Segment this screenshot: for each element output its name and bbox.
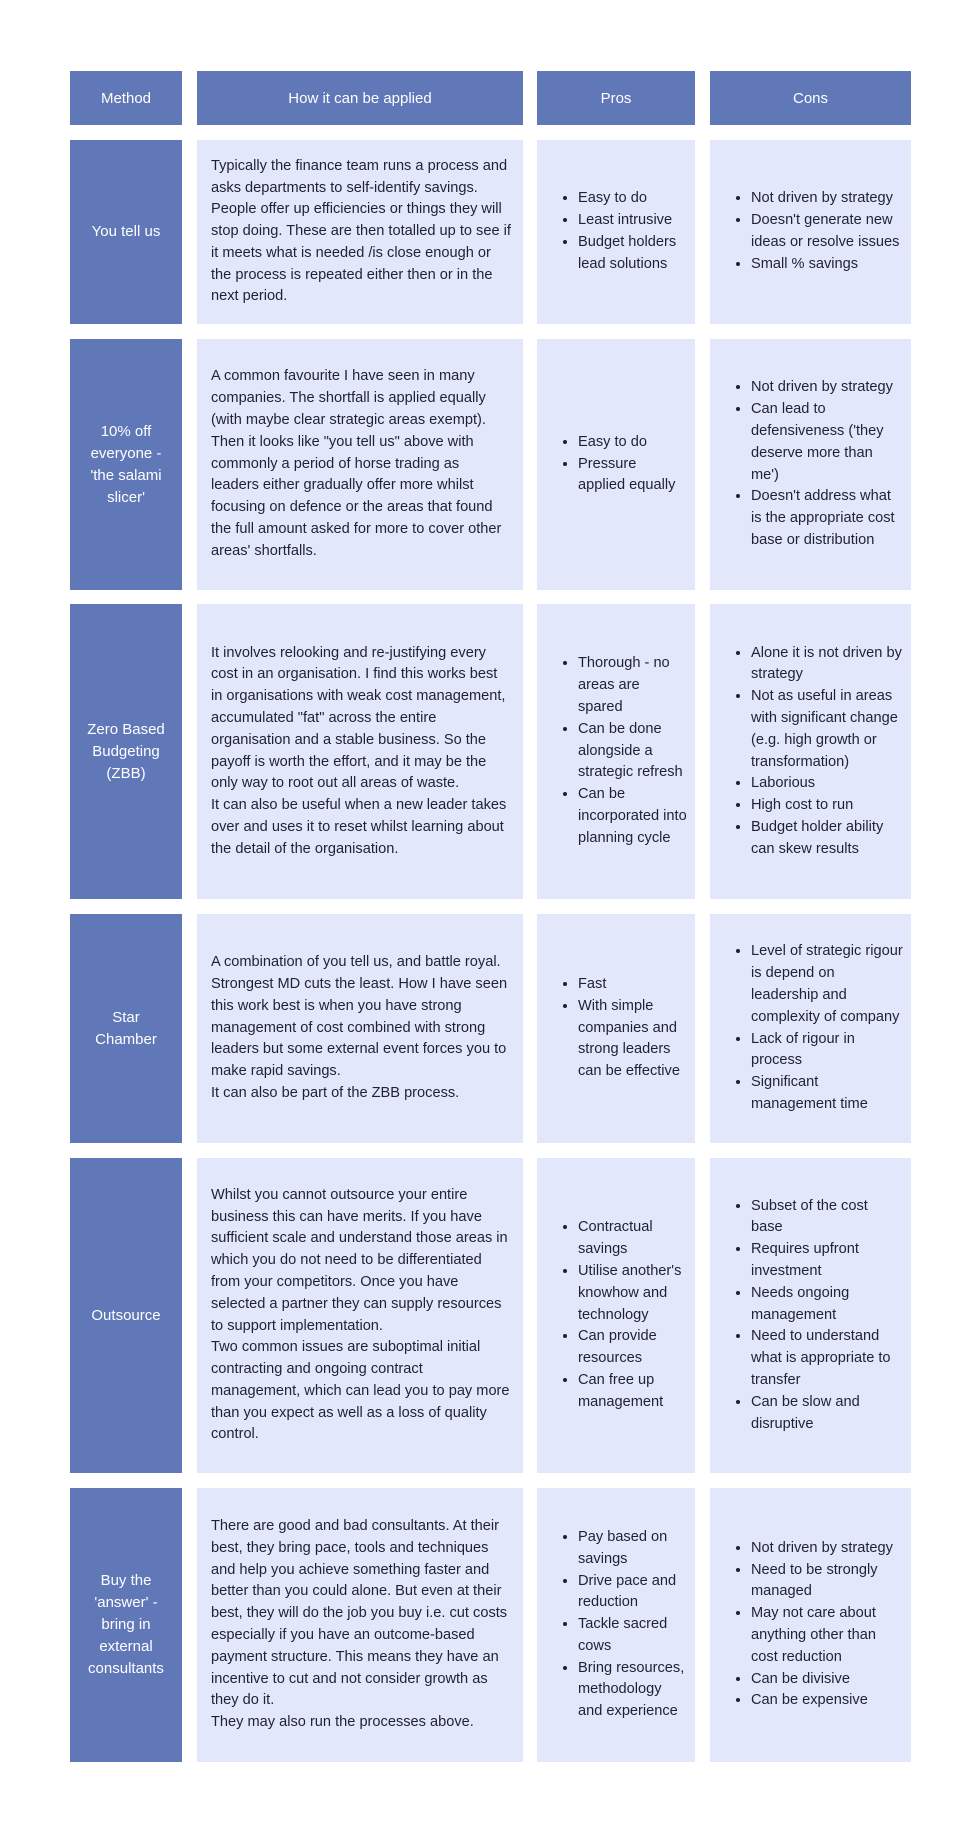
pros-item: • Can free up management — [578, 1370, 687, 1414]
cons-item: • Significant management time — [751, 1072, 903, 1116]
method-cell — [70, 140, 182, 324]
pros-item: • Can provide resources — [578, 1326, 687, 1370]
pros-item: • Thorough - no areas are spared — [578, 653, 687, 718]
header-how — [197, 71, 523, 125]
pros-list — [551, 974, 687, 1083]
cons-item: • Small % savings — [751, 254, 903, 276]
pros-item: • Tackle sacred cows — [578, 1614, 687, 1658]
method-cell — [70, 914, 182, 1143]
pros-item: • Pressure applied equally — [578, 454, 687, 498]
method-label: Buy the 'answer' - bring in external consultants — [88, 1572, 164, 1677]
header-cons-label: Cons — [792, 89, 829, 107]
pros-list — [551, 188, 687, 275]
cons-cell — [710, 604, 911, 899]
method-cell — [70, 1158, 182, 1473]
pros-item: • Fast — [578, 974, 687, 996]
header-method — [70, 71, 182, 125]
cons-cell — [710, 140, 911, 324]
header-cons — [710, 71, 911, 125]
cons-item: • Needs ongoing management — [751, 1283, 903, 1327]
method-label: 10% off everyone - 'the salami slicer' — [90, 422, 162, 506]
cons-list — [724, 1538, 903, 1712]
method-label: Star Chamber — [95, 1008, 157, 1048]
pros-item: • Easy to do — [578, 188, 687, 210]
pros-item: • Can be done alongside a strategic refresh — [578, 719, 687, 784]
pros-item: • Can be incorporated into planning cycle — [578, 784, 687, 849]
cons-item: • Lack of rigour in process — [751, 1029, 903, 1073]
pros-item: • Least intrusive — [578, 210, 687, 232]
pros-cell — [537, 914, 695, 1143]
pros-item: • Budget holders lead solutions — [578, 232, 687, 276]
pros-item: • Pay based on savings — [578, 1527, 687, 1571]
cons-item: • Requires upfront investment — [751, 1239, 903, 1283]
cons-item: • Not driven by strategy — [751, 1538, 903, 1560]
pros-cell — [537, 339, 695, 590]
cons-list — [724, 643, 903, 861]
how-cell — [197, 140, 523, 324]
how-text: There are good and bad consultants. At their best, they bring pace, tools and techniques and help you achieve something faster and better than you could alone. But even at their best, they will do the job you buy i.e. cut costs especially if you have an outcome-based payment structure. This means they have an incentive to cut and not consider growth as they do it. They may also run the processes above. — [211, 1518, 508, 1731]
cons-cell — [710, 339, 911, 590]
pros-list — [551, 1217, 687, 1413]
cons-item: • Can be slow and disruptive — [751, 1392, 903, 1436]
how-cell — [197, 914, 523, 1143]
pros-list — [551, 432, 687, 497]
pros-item: • Easy to do — [578, 432, 687, 454]
header-pros-label: Pros — [600, 89, 632, 107]
how-text: It involves relooking and re-justifying every cost in an organisation. I find this works best in organisations with weak cost management, accumulated "fat" across the entire organisation and a stable business. So the payoff is worth the effort, and it may be the only way to root out all areas of waste. It can also be useful when a new leader takes over and uses it to reset whilst learning about the detail of the organisation. — [211, 644, 507, 857]
cons-item: • Doesn't address what is the appropriate cost base or distribution — [751, 486, 903, 551]
cons-cell — [710, 1158, 911, 1473]
pros-cell — [537, 140, 695, 324]
cons-item: • Can lead to defensiveness ('they deserve more than me') — [751, 399, 903, 486]
how-text: A common favourite I have seen in many companies. The shortfall is applied equally (with maybe clear strategic areas exempt). Then it looks like "you tell us" above with commonly a period of horse trading as leaders either gradually offer more whilst focusing on defence or the areas that found the full amount asked for more to cover other areas' shortfalls. — [211, 368, 502, 559]
cons-item: • Need to be strongly managed — [751, 1560, 903, 1604]
cons-cell — [710, 1488, 911, 1762]
cons-item: • Not driven by strategy — [751, 377, 903, 399]
cons-list — [724, 188, 903, 275]
method-cell — [70, 1488, 182, 1762]
method-label: Zero Based Budgeting (ZBB) — [87, 720, 165, 782]
pros-item: • Contractual savings — [578, 1217, 687, 1261]
pros-item: • Bring resources, methodology and experience — [578, 1658, 687, 1723]
pros-item: • With simple companies and strong leaders can be effective — [578, 996, 687, 1083]
cons-item: • High cost to run — [751, 795, 903, 817]
cons-cell — [710, 914, 911, 1143]
how-text: Whilst you cannot outsource your entire business this can have merits. If you have sufficient scale and understand those areas in which you do not need to be differentiated from your competitors. Once you have selected a partner they can supply resources to support implementation. Two common issues are suboptimal initial contracting and ongoing contract management, which can lead you to pay more than you expect as well as a loss of quality control. — [211, 1186, 510, 1443]
cons-item: • Budget holder ability can skew results — [751, 817, 903, 861]
header-method-label: Method — [100, 89, 152, 107]
pros-cell — [537, 1158, 695, 1473]
how-cell — [197, 1488, 523, 1762]
cons-item: • Need to understand what is appropriate to transfer — [751, 1326, 903, 1391]
cons-item: • May not care about anything other than cost reduction — [751, 1603, 903, 1668]
pros-list — [551, 653, 687, 849]
method-label: You tell us — [91, 223, 161, 240]
how-text: A combination of you tell us, and battle royal. Strongest MD cuts the least. How I have seen this work best is when you have strong management of cost combined with strong leaders but some external event forces you to make rapid savings. It can also be part of the ZBB process. — [211, 954, 508, 1101]
cons-list — [724, 1196, 903, 1436]
cons-list — [724, 941, 903, 1115]
how-text: Typically the finance team runs a process and asks departments to self-identify savings. People offer up efficiencies or things they will stop doing. These are then totalled up to see if it meets what is needed /is close enough or the process is repeated either then or in the next period. — [211, 157, 511, 305]
how-cell — [197, 604, 523, 899]
how-cell — [197, 1158, 523, 1473]
pros-item: • Drive pace and reduction — [578, 1571, 687, 1615]
method-label: Outsource — [91, 1306, 161, 1324]
header-pros — [537, 71, 695, 125]
how-cell — [197, 339, 523, 590]
cons-item: • Not driven by strategy — [751, 188, 903, 210]
cons-list — [724, 377, 903, 551]
cons-item: • Can be expensive — [751, 1690, 903, 1712]
pros-cell — [537, 1488, 695, 1762]
cons-item: • Alone it is not driven by strategy — [751, 643, 903, 687]
method-cell — [70, 339, 182, 590]
cons-item: • Can be divisive — [751, 1669, 903, 1691]
cons-item: • Level of strategic rigour is depend on leadership and complexity of company — [751, 941, 903, 1028]
method-cell — [70, 604, 182, 899]
pros-list — [551, 1527, 687, 1723]
pros-item: • Utilise another's knowhow and technology — [578, 1261, 687, 1326]
cons-item: • Doesn't generate new ideas or resolve issues — [751, 210, 903, 254]
cons-item: • Laborious — [751, 773, 903, 795]
pros-cell — [537, 604, 695, 899]
header-how-label: How it can be applied — [288, 89, 432, 107]
cons-item: • Not as useful in areas with significant change (e.g. high growth or transformation) — [751, 686, 903, 773]
cons-item: • Subset of the cost base — [751, 1196, 903, 1240]
